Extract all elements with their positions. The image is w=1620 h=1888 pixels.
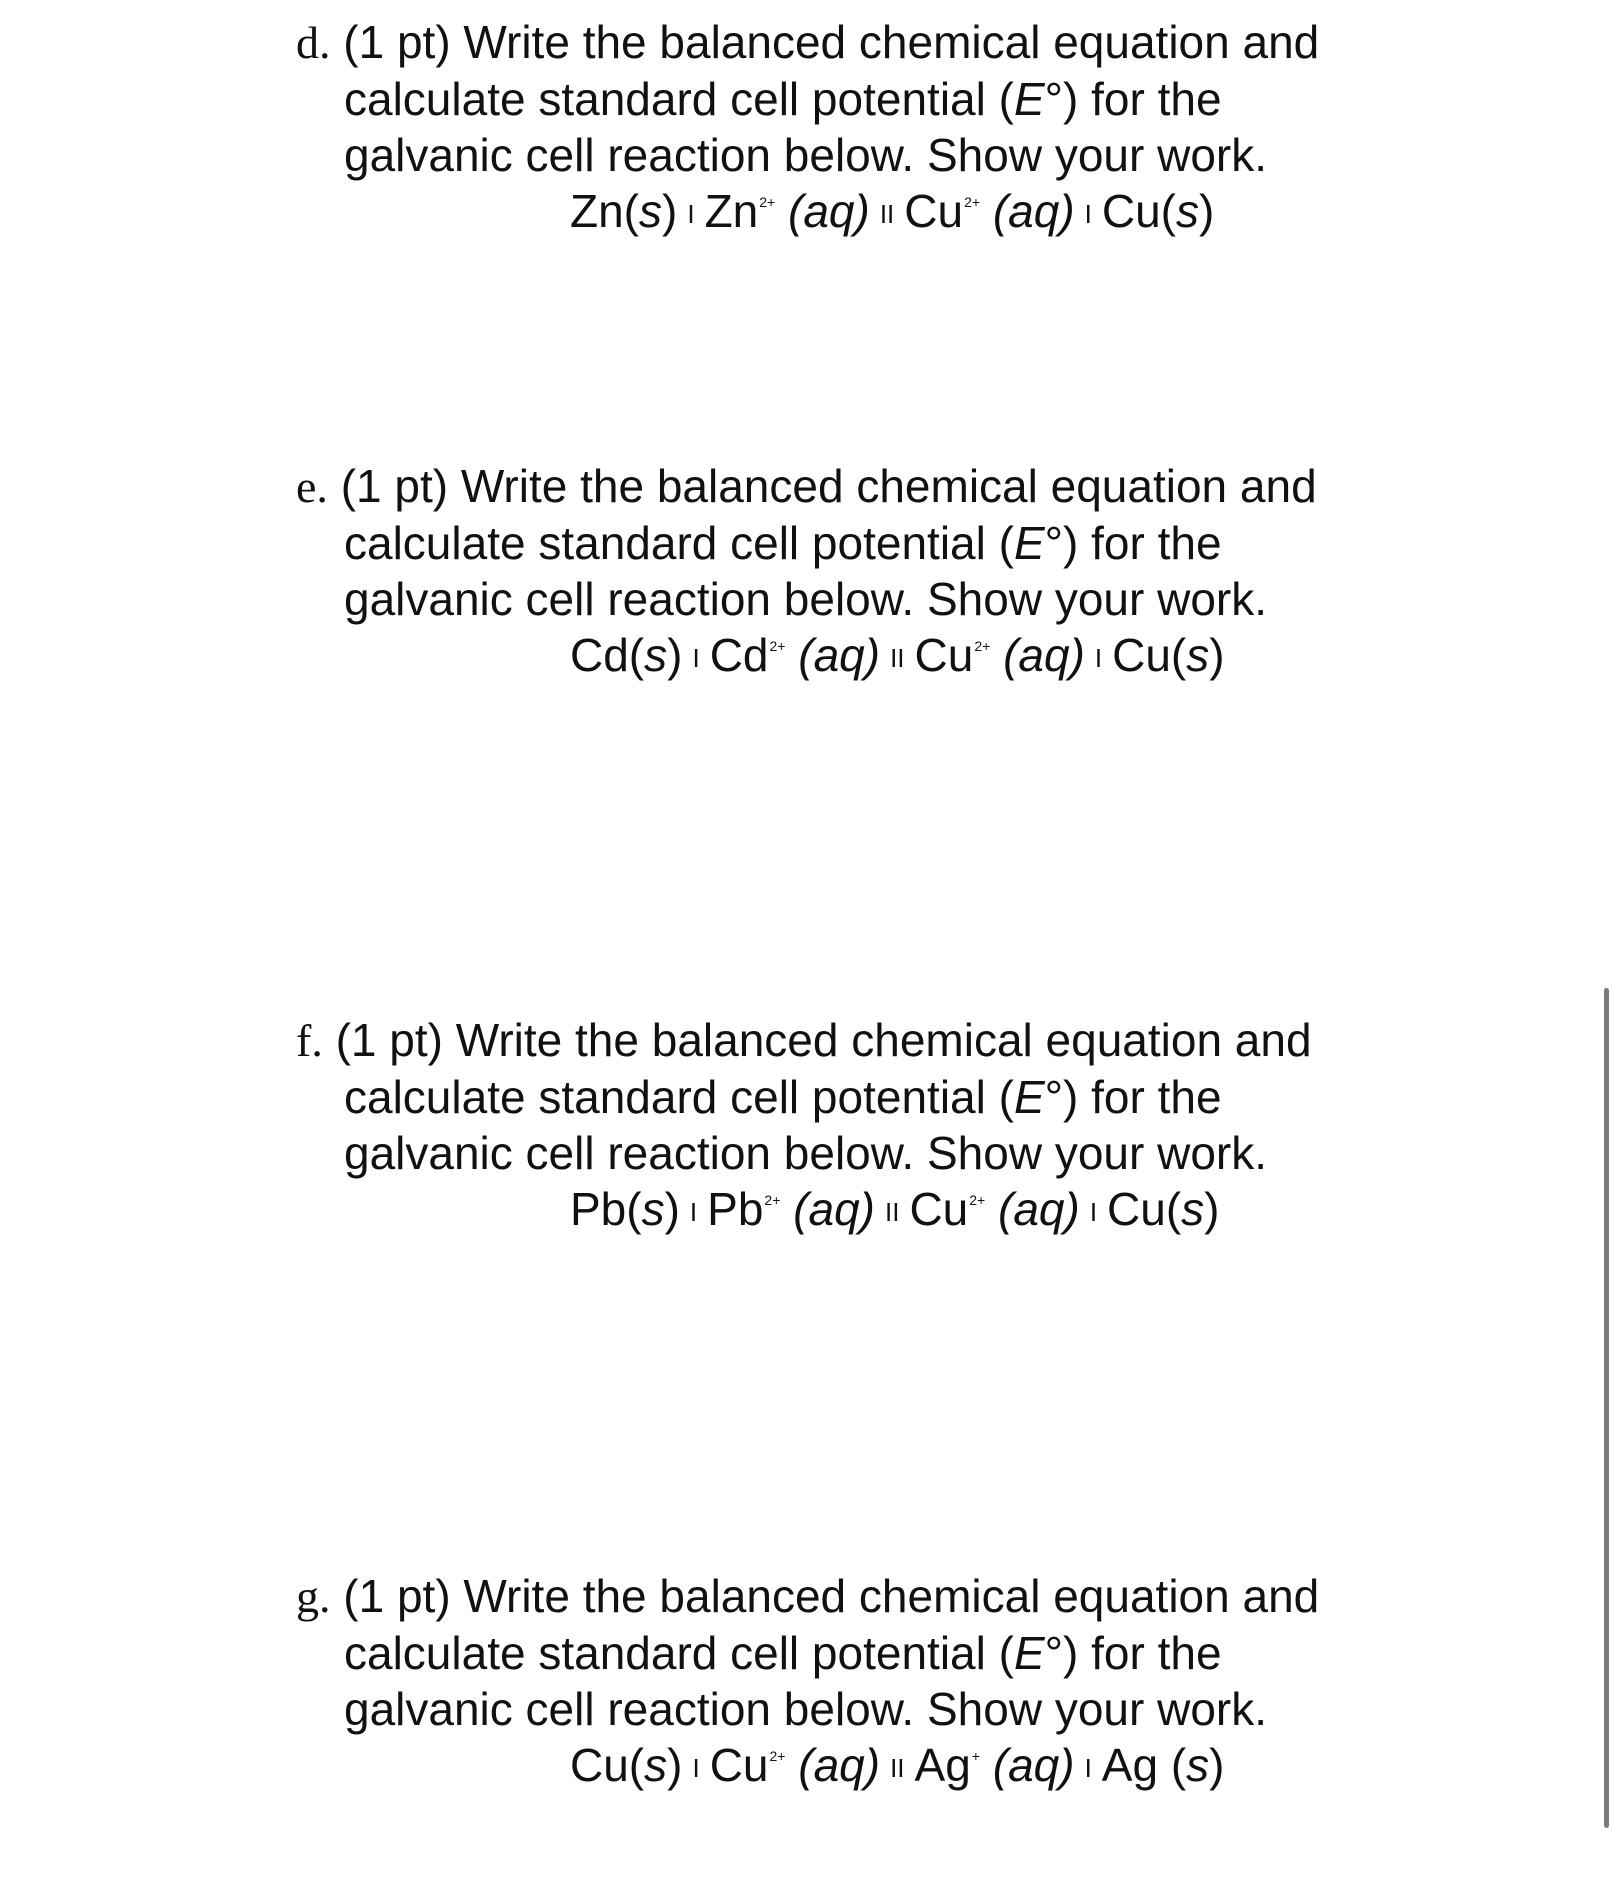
question-text: calculate standard cell potential ( xyxy=(344,1071,1014,1123)
state-label: s xyxy=(639,185,662,237)
phase-boundary: I xyxy=(1089,1197,1098,1227)
question-text: (1 pt) Write the balanced chemical equation and xyxy=(335,1014,1312,1066)
question-text: calculate standard cell potential ( xyxy=(344,73,1014,125)
cathode-ion: Cu xyxy=(904,185,964,237)
cathode-ion: Ag xyxy=(914,1739,971,1791)
question-text: (1 pt) Write the balanced chemical equation and xyxy=(343,16,1320,68)
question-line-3: galvanic cell reaction below. Show your work. xyxy=(344,129,1268,181)
question-text: °) for the xyxy=(1044,1627,1222,1679)
question-text: calculate standard cell potential ( xyxy=(344,517,1014,569)
state-label: s xyxy=(1176,185,1199,237)
anode-ion: Cu xyxy=(709,1739,769,1791)
salt-bridge: II xyxy=(890,1753,905,1783)
phase-boundary: I xyxy=(1084,1753,1092,1783)
cell-notation xyxy=(296,1181,1396,1240)
question-letter: f. xyxy=(296,1015,323,1066)
cathode-ion: Cu xyxy=(909,1183,969,1235)
anode-electrode: Pb( xyxy=(570,1183,642,1235)
question-text: °) for the xyxy=(1044,73,1222,125)
ion-charge: + xyxy=(971,1748,980,1764)
paren: ) xyxy=(1209,1739,1225,1791)
cathode-electrode: Cu( xyxy=(1112,629,1187,681)
ion-charge: 2+ xyxy=(769,638,786,654)
ion-charge: 2+ xyxy=(964,194,981,210)
salt-bridge: II xyxy=(879,199,895,229)
phase-boundary: I xyxy=(692,1753,700,1783)
paren: ) xyxy=(1204,1183,1220,1235)
question-text: °) for the xyxy=(1044,1071,1222,1123)
phase-boundary: I xyxy=(1094,643,1103,673)
cell-notation xyxy=(296,1737,1396,1796)
cathode-ion: Cu xyxy=(914,629,974,681)
ion-charge: 2+ xyxy=(759,194,776,210)
phase-boundary: I xyxy=(687,199,695,229)
question-line-3: galvanic cell reaction below. Show your work. xyxy=(344,573,1268,625)
question-line-3: galvanic cell reaction below. Show your work. xyxy=(344,1683,1268,1735)
state-label: (aq) xyxy=(788,185,870,237)
state-label: (aq) xyxy=(998,1183,1080,1235)
state-label: s xyxy=(644,629,668,681)
anode-electrode: Cu( xyxy=(570,1739,645,1791)
state-label: s xyxy=(644,1739,668,1791)
question-line-1 xyxy=(296,458,1396,515)
cell-notation xyxy=(296,627,1396,686)
cathode-electrode: Cu( xyxy=(1107,1183,1182,1235)
phase-boundary: I xyxy=(689,1197,698,1227)
state-label: s xyxy=(641,1183,665,1235)
question-line-1 xyxy=(296,1568,1396,1625)
paren: ) xyxy=(1209,629,1225,681)
paren: ) xyxy=(662,185,678,237)
state-label: s xyxy=(1181,1183,1205,1235)
ion-charge: 2+ xyxy=(769,1748,786,1764)
state-label: (aq) xyxy=(798,629,881,681)
question-text: °) for the xyxy=(1044,517,1222,569)
question-text: (1 pt) Write the balanced chemical equation and xyxy=(343,1570,1320,1622)
question-line-2 xyxy=(296,71,1396,127)
phase-boundary: I xyxy=(692,643,700,673)
anode-electrode: Cd( xyxy=(570,629,645,681)
e-symbol: E xyxy=(1013,73,1045,125)
question-line-1 xyxy=(296,14,1396,71)
e-symbol: E xyxy=(1013,1071,1045,1123)
state-label: (aq) xyxy=(992,1739,1075,1791)
state-label: (aq) xyxy=(992,185,1075,237)
question-line-3: galvanic cell reaction below. Show your work. xyxy=(344,1127,1268,1179)
question-f xyxy=(296,1012,1396,1240)
question-d xyxy=(296,14,1396,242)
question-g xyxy=(296,1568,1396,1796)
question-line-2 xyxy=(296,1069,1396,1125)
paren: ) xyxy=(667,629,683,681)
paren: ) xyxy=(667,1739,683,1791)
question-letter: e. xyxy=(296,461,328,512)
paren: ) xyxy=(1199,185,1215,237)
state-label: (aq) xyxy=(1003,629,1085,681)
question-line-2 xyxy=(296,1625,1396,1681)
state-label: s xyxy=(1186,1739,1210,1791)
ion-charge: 2+ xyxy=(764,1192,781,1208)
state-label: (aq) xyxy=(793,1183,875,1235)
cathode-electrode: Cu( xyxy=(1101,185,1176,237)
ion-charge: 2+ xyxy=(969,1192,986,1208)
anode-electrode: Zn( xyxy=(570,185,639,237)
state-label: (aq) xyxy=(798,1739,881,1791)
paren: ) xyxy=(664,1183,680,1235)
e-symbol: E xyxy=(1013,1627,1045,1679)
question-line-1 xyxy=(296,1012,1396,1069)
anode-ion: Zn xyxy=(704,185,759,237)
question-text: calculate standard cell potential ( xyxy=(344,1627,1014,1679)
salt-bridge: II xyxy=(884,1197,900,1227)
cell-notation xyxy=(296,183,1396,242)
ion-charge: 2+ xyxy=(974,638,991,654)
cathode-electrode: Ag ( xyxy=(1101,1739,1187,1791)
question-letter: d. xyxy=(296,17,331,68)
vertical-scrollbar[interactable] xyxy=(1604,988,1609,1828)
question-e xyxy=(296,458,1396,686)
anode-ion: Pb xyxy=(707,1183,764,1235)
anode-ion: Cd xyxy=(709,629,769,681)
phase-boundary: I xyxy=(1084,199,1092,229)
e-symbol: E xyxy=(1013,517,1045,569)
state-label: s xyxy=(1186,629,1210,681)
question-line-2 xyxy=(296,515,1396,571)
question-text: (1 pt) Write the balanced chemical equation and xyxy=(340,460,1317,512)
salt-bridge: II xyxy=(890,643,905,673)
question-letter: g. xyxy=(296,1571,331,1622)
